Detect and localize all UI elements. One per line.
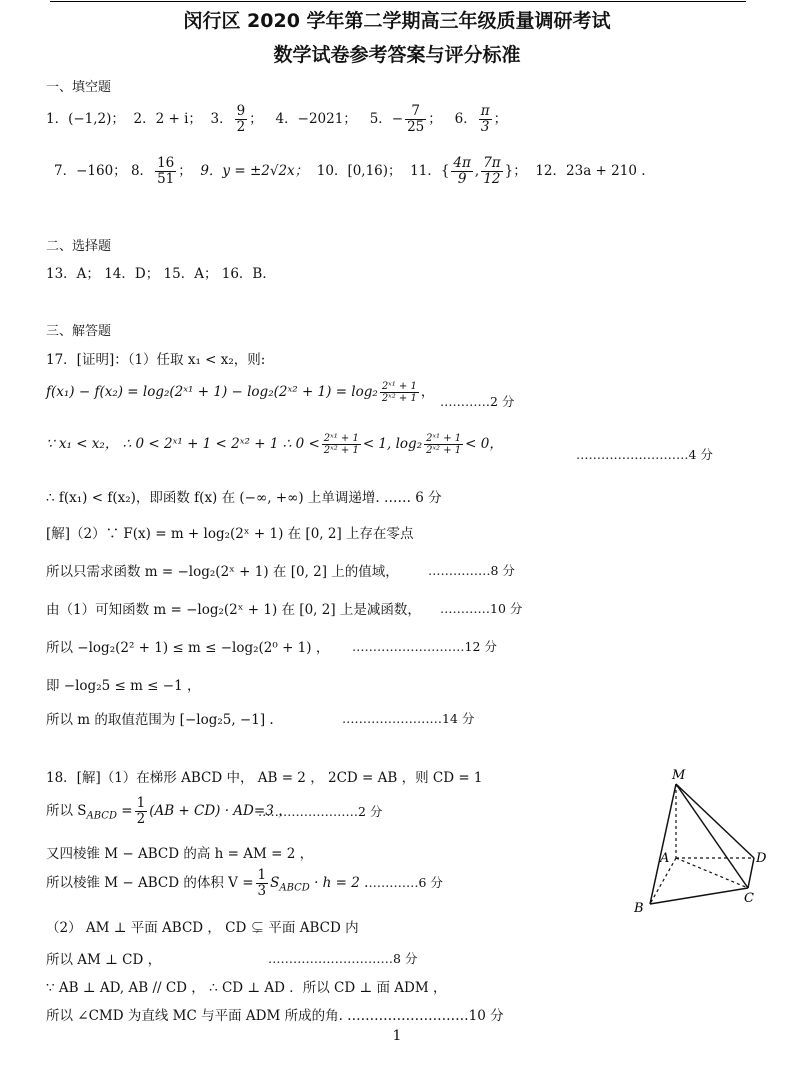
q18-line-1: 18．[解]（1）在梯形 ABCD 中， AB = 2 ， 2CD = AB ，则 CD = 1: [46, 770, 483, 786]
q17-score-10: …………10 分: [440, 601, 523, 616]
q18-line-6: 所以 AM ⊥ CD ，: [46, 952, 162, 968]
q17-score-12: ………………………12 分: [352, 639, 497, 654]
label-c: C: [744, 891, 754, 906]
q17-score-8: ……………8 分: [428, 563, 515, 578]
top-rule: [50, 1, 746, 2]
label-a: A: [660, 851, 670, 866]
answer-1: 1．(−1,2)；: [46, 110, 125, 127]
answer-6: 6． $\frac{\pi}{3}$ ；: [454, 103, 508, 135]
pyramid-figure: [628, 764, 778, 916]
answer-5: 5．− $\frac{7}{25}$ ；: [369, 103, 442, 135]
answer-3: 3． $\frac{9}{2}$ ；: [210, 103, 263, 135]
page-title: 闵行区 2020 学年第二学期高三年级质量调研考试: [183, 10, 611, 32]
q17-line-9: 即 −log₂5 ≤ m ≤ −1 ，: [46, 678, 201, 694]
edge-mb: [650, 784, 676, 904]
answer-8: 8． $\frac{16}{51}$ ；: [130, 155, 192, 187]
q17-score-2: …………2 分: [440, 394, 515, 409]
q17-line-4: ∴ f(x₁) < f(x₂)，即函数 f(x) 在 (−∞, +∞) 上单调递增. …… 6 分: [46, 490, 442, 506]
q18-line-8: 所以 ∠CMD 为直线 MC 与平面 ADM 所成的角. ………………………10 分: [46, 1008, 504, 1024]
answer-10: 10．[0,16)；: [316, 162, 402, 179]
answer-9: 9．y = ±2√2x；: [200, 162, 309, 179]
label-m: M: [672, 768, 686, 783]
edge-cd: [748, 858, 754, 888]
page-number: 1: [392, 1028, 402, 1044]
answer-11: 11．{ $\frac{4\pi}{9}$ , $\frac{7\pi}{12}$ }；: [410, 155, 527, 187]
q17-line-5: [解]（2）∵ F(x) = m + log₂(2ˣ + 1) 在 [0, 2] 上存在零点: [46, 526, 414, 542]
choice-answers: 13．A； 14．D； 15．A； 16．B．: [46, 266, 276, 282]
q17-line-2: f(x₁) − f(x₂) = log₂(2ˣ¹ + 1) − log₂(2ˣ² + 1) = log₂ $\frac{\text{2ˣ¹ + 1}}{\text{2ˣ² + 1}}$ ，: [46, 381, 435, 404]
section-heading-fill-in: 一、填空题: [46, 80, 112, 95]
page-subtitle: 数学试卷参考答案与评分标准: [273, 44, 521, 66]
answer-12: 12．23a + 210 .: [535, 162, 646, 179]
q17-line-3: ∵ x₁ < x₂， ∴ 0 < 2ˣ¹ + 1 < 2ˣ² + 1 ∴ 0 < $\frac{\text{2ˣ¹ + 1}}{\text{2ˣ² + 1}}$ < 1, log₂ $\frac{\text{2ˣ¹ + 1}}{\text{2ˣ² + 1}}$ < 0，: [46, 433, 503, 456]
q18-score-8: …………………………8 分: [268, 951, 418, 966]
q17-line-1: 17．[证明]：（1）任取 x₁ < x₂，则:: [46, 352, 266, 368]
section-heading-multiple-choice: 二、选择题: [46, 239, 112, 254]
fill-in-row-2: [54, 156, 646, 187]
answer-7: 7．−160；: [54, 162, 127, 179]
q17-line-8: 所以 −log₂(2² + 1) ≤ m ≤ −log₂(2⁰ + 1) ，: [46, 640, 330, 656]
q18-line-3: 又四棱锥 M − ABCD 的高 h = AM = 2 ，: [46, 846, 314, 862]
answer-2: 2．2 + i；: [133, 110, 202, 127]
edge-md: [676, 784, 754, 858]
q17-score-14: ……………………14 分: [342, 711, 475, 726]
label-d: D: [756, 851, 767, 866]
q17-score-4: ………………………4 分: [576, 447, 713, 462]
q18-score-6: …………6 分: [368, 874, 443, 890]
answer-4: 4．−2021；: [275, 110, 357, 127]
q18-line-4: 所以棱锥 M − ABCD 的体积 V = $\frac{1}{3}$ $S_{ABCD} \cdot h = 2$ .…………6 分: [46, 867, 443, 899]
label-b: B: [634, 901, 644, 916]
section-heading-solutions: 三、解答题: [46, 324, 112, 339]
q18-score-2: ……………………2 分: [258, 804, 383, 819]
q17-line-7: 由（1）可知函数 m = −log₂(2ˣ + 1) 在 [0, 2] 上是减函数，: [46, 602, 421, 618]
q18-line-7: ∵ AB ⊥ AD, AB // CD ， ∴ CD ⊥ AD ．所以 CD ⊥ 面 ADM ，: [46, 980, 447, 996]
q17-line-10: 所以 m 的取值范围为 [−log₂5, −1] .: [46, 712, 274, 728]
edge-bc: [650, 888, 748, 904]
q17-line-6: 所以只需求函数 m = −log₂(2ˣ + 1) 在 [0, 2] 上的值域，: [46, 564, 399, 580]
q18-line-2: 所以 $S_{ABCD}$ = $\frac{1}{2}$ (AB + CD) · AD=3 ，: [46, 795, 292, 827]
q18-line-5: （2） AM ⊥ 平面 ABCD ， CD ⊊ 平面 ABCD 内: [46, 920, 359, 936]
fill-in-row-1: [46, 104, 507, 135]
